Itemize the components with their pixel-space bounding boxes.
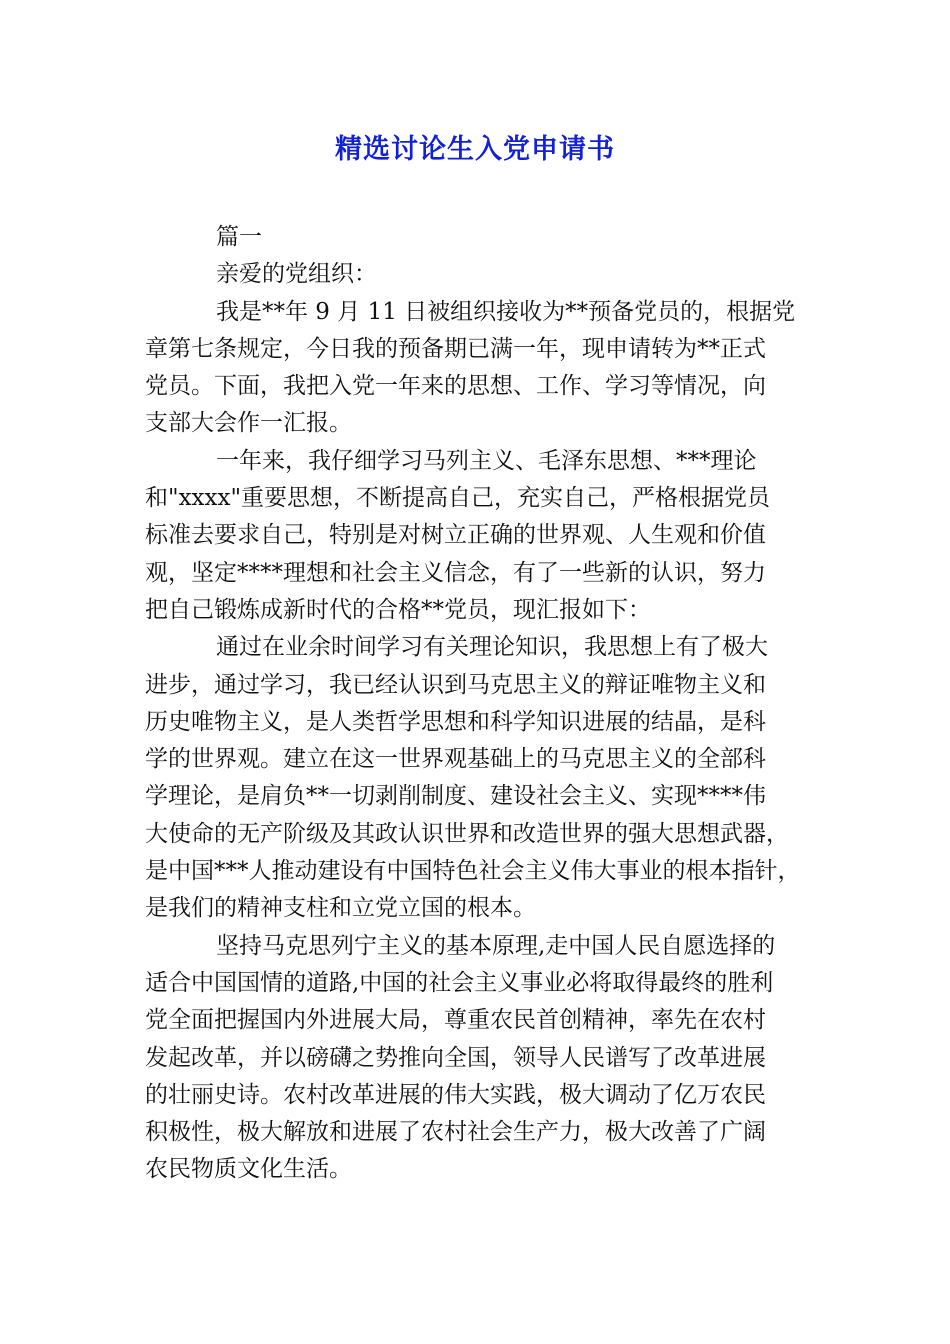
text-line: 我是**年 9 月 11 日被组织接收为**预备党员的，根据党 xyxy=(216,298,796,325)
text-line: 是我们的精神支柱和立党立国的根本。 xyxy=(145,895,536,922)
text-line: 学的世界观。建立在这一世界观基础上的马克思主义的全部科 xyxy=(145,746,766,773)
text-line: 历史唯物主义，是人类哲学思想和科学知识进展的结晶，是科 xyxy=(145,708,766,735)
text-line: 学理论，是肩负**一切剥削制度、建设社会主义、实现****伟 xyxy=(145,783,766,810)
text-line: 是中国***人推动建设有中国特色社会主义伟大事业的根本指针， xyxy=(145,858,801,885)
text-line: 支部大会作一汇报。 xyxy=(145,410,352,437)
text-line: 通过在业余时间学习有关理论知识，我思想上有了极大 xyxy=(216,634,768,661)
text-line: 观，坚定****理想和社会主义信念，有了一些新的认识，努力 xyxy=(145,559,766,586)
text-line: 党员。下面，我把入党一年来的思想、工作、学习等情况，向 xyxy=(145,373,766,400)
text-line: 一年来，我仔细学习马列主义、毛泽东思想、***理论 xyxy=(216,447,757,474)
text-line: 的壮丽史诗。农村改革进展的伟大实践，极大调动了亿万农民 xyxy=(145,1081,766,1108)
text-line: 党全面把握国内外进展大局，尊重农民首创精神，率先在农村 xyxy=(145,1007,766,1034)
text-line: 大使命的无产阶级及其政认识世界和改造世界的强大思想武器， xyxy=(145,820,789,847)
text-line: 发起改革，并以磅礴之势推向全国，领导人民谱写了改革进展 xyxy=(145,1044,766,1071)
document-body xyxy=(145,219,815,1189)
text-line: 进步，通过学习，我已经认识到马克思主义的辩证唯物主义和 xyxy=(145,671,766,698)
text-line: 把自己锻炼成新时代的合格**党员，现汇报如下： xyxy=(145,596,651,623)
text-line: 积极性，极大解放和进展了农村社会生产力，极大改善了广阔 xyxy=(145,1119,766,1146)
text-line: 标准去要求自己，特别是对树立正确的世界观、人生观和价值 xyxy=(145,522,766,549)
text-line: 章第七条规定，今日我的预备期已满一年，现申请转为**正式 xyxy=(145,335,766,362)
text-line: 亲爱的党组织： xyxy=(216,261,377,288)
text-line: 篇一 xyxy=(216,224,262,250)
text-line: 适合中国国情的道路,中国的社会主义事业必将取得最终的胜利 xyxy=(145,969,774,996)
text-line: 坚持马克思列宁主义的基本原理,走中国人民自愿选择的 xyxy=(216,932,776,959)
page-title: 精选讨论生入党申请书 xyxy=(335,134,615,165)
text-line: 和"xxxx"重要思想，不断提高自己，充实自己，严格根据党员 xyxy=(145,485,771,512)
text-line: 农民物质文化生活。 xyxy=(145,1156,352,1183)
